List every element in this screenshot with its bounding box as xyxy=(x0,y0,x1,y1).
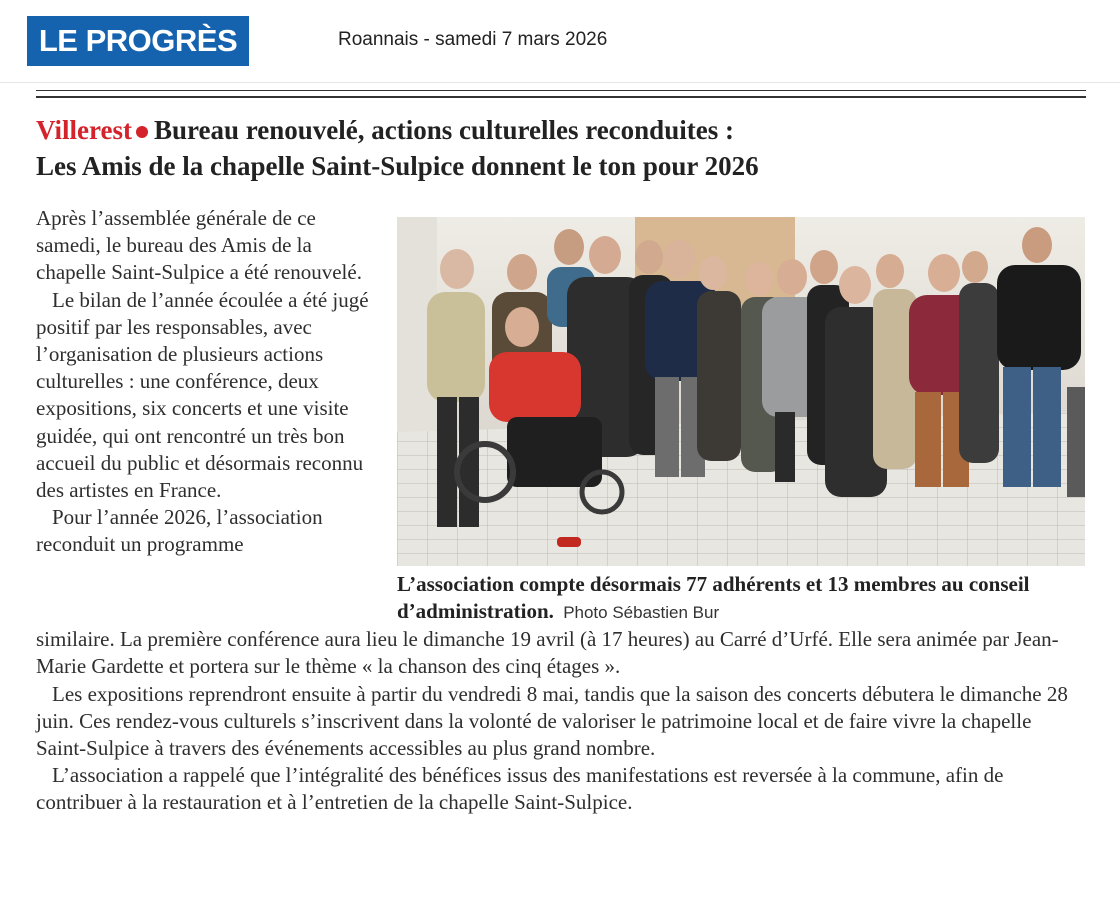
article-photo xyxy=(397,217,1085,566)
divider-rule-bottom xyxy=(36,96,1086,98)
group-photo-illustration xyxy=(397,217,1085,566)
headline-kicker: Villerest xyxy=(36,115,132,145)
paragraph-3-end: similaire. La première conférence aura lieu le dimanche 19 avril (à 17 heures) au Carré d’Urfé. Elle sera animée par Jean-Marie Gardette et portera sur le thème « la chanson des cinq étages ». xyxy=(36,627,1059,679)
paragraph-5: L’association a rappelé que l’intégralité des bénéfices issus des manifestations est reversée à la commune, afin de contribuer à la restauration et à l’entretien de la chapelle Saint-Sulpice. xyxy=(36,763,1004,815)
article-headline xyxy=(36,112,1096,184)
headline-line-1 xyxy=(36,112,1096,148)
newspaper-logo[interactable]: LE PROGRÈS xyxy=(27,16,249,66)
headline-text-1: Bureau renouvelé, actions culturelles reconduites : xyxy=(153,115,734,145)
paragraph-4: Les expositions reprendront ensuite à partir du vendredi 8 mai, tandis que la saison des concerts débutera le dimanche 28 juin. Ces rendez-vous culturels s’inscrivent dans la volonté de valoriser le patrimoine local et de faire vivre la chapelle Saint-Sulpice à travers des événements accessibles au plus grand nombre. xyxy=(36,681,1068,760)
caption-text: L’association compte désormais 77 adhérents et 13 membres au conseil d’administration. xyxy=(397,572,1030,623)
headline-line-2: Les Amis de la chapelle Saint-Sulpice donnent le ton pour 2026 xyxy=(36,151,759,181)
page-header xyxy=(0,0,1120,83)
edition-date: Roannais - samedi 7 mars 2026 xyxy=(338,29,608,50)
article-column xyxy=(36,205,376,559)
article-wide-text xyxy=(36,599,1086,817)
kicker-dot-icon xyxy=(136,126,148,138)
photo-credit: Photo Sébastien Bur xyxy=(563,603,720,622)
paragraph-2: Le bilan de l’année écoulée a été jugé positif par les responsables, avec l’organisation de plusieurs actions culturelles : une conférence, deux expositions, six concerts et une visite guidée, qui ont rencontré un très bon accueil du public et désormais reconnu des artistes en France. xyxy=(36,287,369,503)
paragraph-1: Après l’assemblée générale de ce samedi, le bureau des Amis de la chapelle Saint-Sulpice a été renouvelé. xyxy=(36,206,362,285)
paragraph-3-start: Pour l’année 2026, l’association reconduit un programme xyxy=(36,505,323,557)
divider-rule-top xyxy=(36,90,1086,91)
